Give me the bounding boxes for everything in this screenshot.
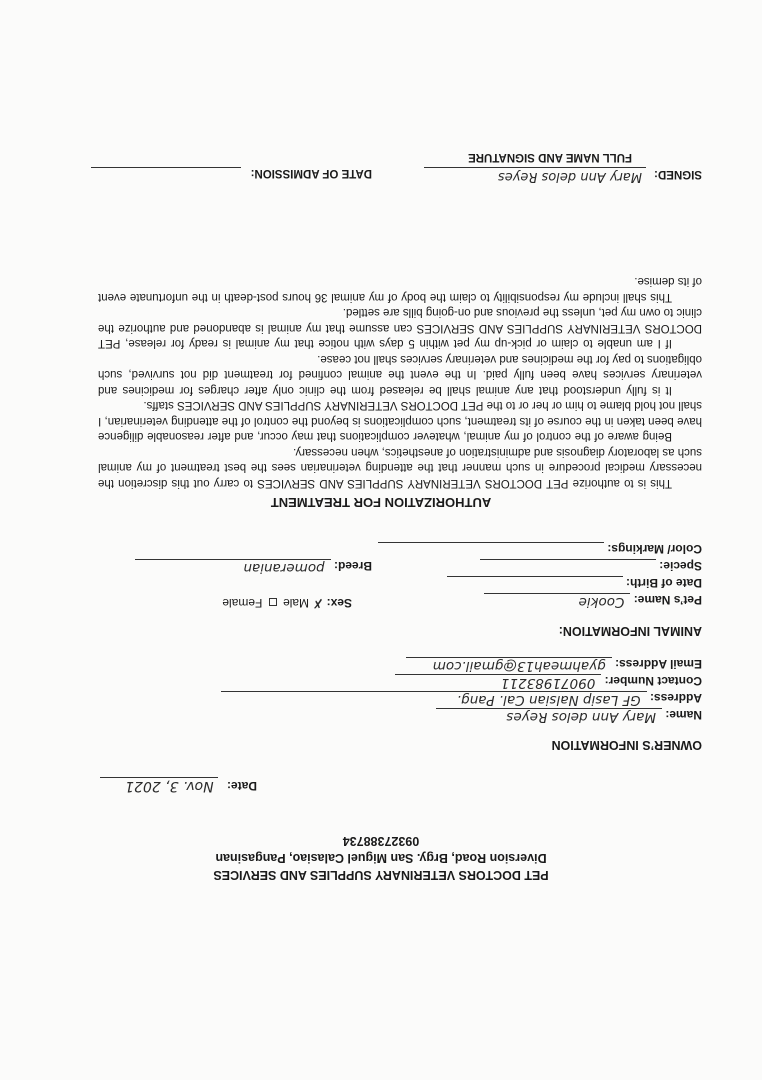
owner-address-label: Address: <box>649 691 702 705</box>
company-address: Diversion Road, Brgy. San Miguel Calasiao, Pangasinan <box>215 851 547 865</box>
dob-field <box>447 576 702 593</box>
pet-name-line <box>484 593 630 610</box>
admission-date-line <box>91 167 241 180</box>
owner-address-field <box>221 691 702 708</box>
owner-name-value: Mary Ann delos Reyes <box>506 709 656 725</box>
pet-name-value: Cookie <box>578 594 625 610</box>
specie-line <box>480 559 656 576</box>
company-name: PET DOCTORS VETERINARY SUPPLIES AND SERVICES <box>213 868 549 882</box>
sex-field <box>222 595 352 610</box>
breed-value: pomeranian <box>243 560 325 576</box>
specie-field <box>480 559 702 576</box>
authorization-paragraph: Being aware of the control of my animal, whatever complications that may occur, and after reasonable diligence have been taken in the course of its treatment, such complications is beyond the control of the attending veterinarian, I shall not hold blame to him or her or to the PET DOCTORS VETERINARY SUPPLIES AND SERVICES staffs. <box>98 399 702 443</box>
owner-name-field <box>436 708 702 725</box>
dob-line <box>447 576 623 593</box>
company-phone: 09327388734 <box>342 834 420 848</box>
breed-field <box>135 559 372 576</box>
signature-caption: FULL NAME AND SIGNATURE <box>468 151 632 163</box>
sex-label: Sex: <box>326 596 352 610</box>
owner-info-heading: OWNER’S INFORMATION <box>551 738 702 752</box>
owner-email-line <box>406 657 612 674</box>
signed-label: SIGNED: <box>654 168 702 180</box>
signature-row <box>62 151 702 184</box>
color-markings-label: Color/ Markings: <box>607 542 702 556</box>
specie-label: Specie: <box>659 559 702 573</box>
dob-label: Date of Birth: <box>626 576 702 590</box>
sex-male-option: Male <box>283 596 310 610</box>
color-markings-line <box>378 542 604 559</box>
breed-label: Breed: <box>333 559 372 573</box>
signature-value: Mary Ann delos Reyes <box>497 169 642 184</box>
owner-contact-field <box>395 674 702 691</box>
checkbox-icon <box>269 598 277 606</box>
authorization-paragraph: This shall include my responsibility to claim the body of my animal 36 hours post-death in the unfortunate event of its demise. <box>98 275 702 303</box>
owner-email-field <box>406 657 702 674</box>
owner-address-line <box>221 691 647 708</box>
breed-line <box>135 559 331 576</box>
authorization-paragraph: If I am unable to claim or pick-up my pet within 5 days with notice that my animal is ready for release, PET DOCTORS VETERINARY SUPPLIES AND SERVICES can assume that my animal is abandoned and authorize the clinic to own my pet, unless the previous and on-going bills are settled. <box>98 306 702 350</box>
owner-contact-line <box>395 674 601 691</box>
date-value: Nov. 3, 2021 <box>100 777 218 794</box>
owner-contact-value: 09071983211 <box>500 675 596 691</box>
date-label: Date: <box>226 779 257 793</box>
authorization-paragraph: This is to authorize PET DOCTORS VETERINARY SUPPLIES AND SERVICES to carry out this discretion the necessary medical procedure in such manner that the attending veterinarian sees the best treatment of my animal such as laboratory diagnosis and administration of anesthetics, when necessary. <box>98 446 702 489</box>
sex-check-mark-icon: ✗ <box>312 595 324 610</box>
color-markings-field <box>378 542 702 559</box>
owner-email-value: gyahmeah13@gmail.com <box>432 658 606 674</box>
owner-name-label: Name: <box>665 708 702 722</box>
sex-female-option: Female <box>222 596 263 610</box>
authorization-title: AUTHORIZATION FOR TREATMENT <box>270 495 492 510</box>
signature-line <box>424 167 646 184</box>
owner-contact-label: Contact Number: <box>604 674 702 688</box>
animal-info-heading: ANIMAL INFORMATION: <box>558 624 702 638</box>
owner-email-label: Email Address: <box>615 657 702 671</box>
admission-date-field <box>91 167 372 180</box>
admission-date-label: DATE OF ADMISSION: <box>250 167 372 179</box>
pet-name-field <box>484 593 702 610</box>
date-row <box>100 777 257 794</box>
authorization-paragraph: It is fully understood that any animal shall be released from the clinic only after charges for medicines and veterinary services have been fully paid. In the event the animal confined for treatment did not survived, such obligations to pay for the medicines and veterinary services shall not cease. <box>98 353 702 396</box>
authorization-body <box>98 273 702 490</box>
owner-name-line <box>436 708 662 725</box>
pet-name-label: Pet’s Name: <box>633 593 702 607</box>
owner-address-value: GF Lasip Nalsian Cal. Pang. <box>456 692 641 708</box>
